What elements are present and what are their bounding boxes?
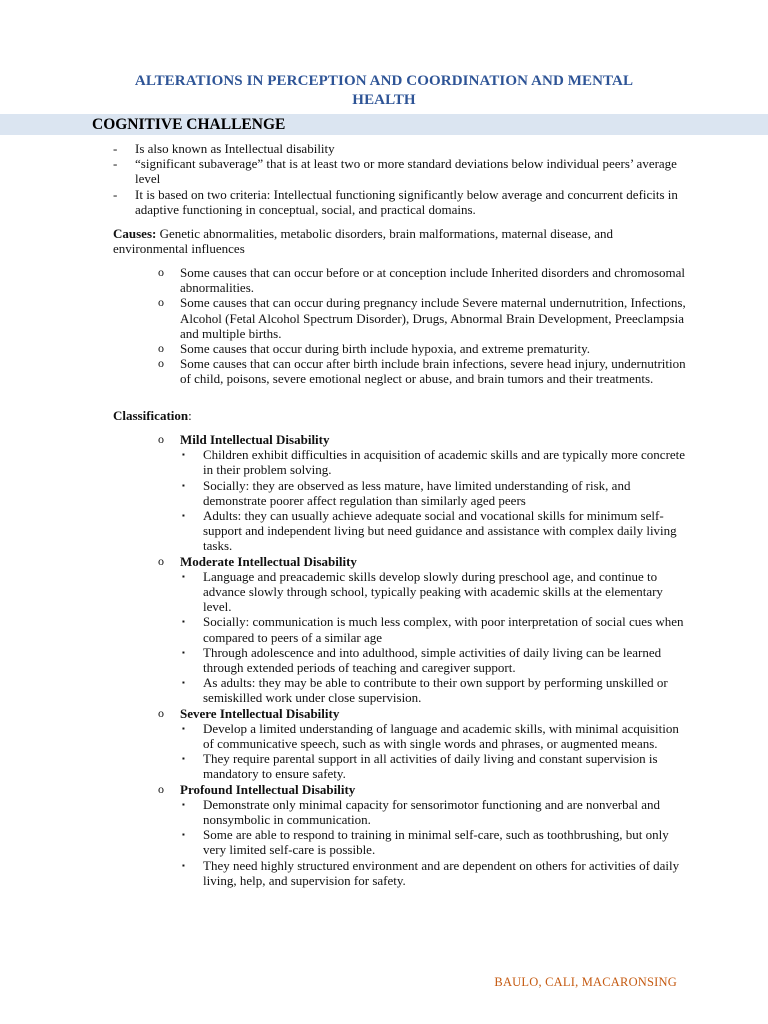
circle-marker: o (158, 781, 164, 796)
list-item: ▪ Socially: they are observed as less mature, have limited understanding of risk, and demonstrate poorer affect regulation than similarly aged peers (182, 477, 631, 508)
square-marker: ▪ (182, 678, 185, 688)
circle-marker: o (158, 553, 164, 568)
square-marker: ▪ (182, 860, 185, 870)
list-item: ▪ Adults: they can usually achieve adequate social and vocational skills for minimum self-support and independent living but need guidance and assistance with complex daily living tasks. (182, 508, 677, 554)
list-item: o Some causes that can occur before or at conception include Inherited disorders and chromosomal abnormalities. (158, 265, 686, 296)
class-name: Mild Intellectual Disability (180, 432, 330, 447)
document-title (0, 72, 768, 110)
list-item: o Some causes that can occur after birth include brain infections, severe head injury, undernutrition of child, poisons, severe emotional neglect or abuse, and brain tumors and their treatments. (158, 356, 686, 387)
classification-list (158, 432, 688, 888)
list-item: - “significant subaverage” that is at least two or more standard deviations below individual peers’ average level (113, 156, 677, 187)
list-item: ▪ Some are able to respond to training in minimal self-care, such as toothbrushing, but only very limited self-care is possible. (182, 827, 669, 858)
intro-list (113, 141, 683, 217)
circle-marker: o (158, 295, 164, 310)
square-marker: ▪ (182, 754, 185, 764)
causes-label: Causes: (113, 226, 157, 241)
classification-label: Classification (113, 408, 189, 423)
dash-marker: - (113, 156, 118, 172)
square-marker: ▪ (182, 617, 185, 627)
class-item-mild (158, 432, 688, 447)
list-item: - It is based on two criteria: Intellectual functioning significantly below average and concurrent deficits in adaptive functioning in conceptual, social, and practical domains. (113, 186, 678, 217)
title-line-2: HEALTH (352, 92, 416, 108)
class-name: Severe Intellectual Disability (180, 705, 340, 721)
list-item: - Is also known as Intellectual disability (113, 141, 335, 156)
circle-marker: o (158, 705, 164, 720)
list-item: ▪ As adults: they may be able to contribute to their own support by performing unskilled or semiskilled work under close supervision. (182, 675, 668, 706)
list-item: ▪ Language and preacademic skills develop slowly during preschool age, and continue to advance slowly through school, typically peaking with academic skills at the elementary level. (182, 568, 663, 615)
list-item: o Some causes that occur during birth include hypoxia, and extreme prematurity. (158, 341, 590, 357)
class-points (180, 721, 688, 782)
circle-marker: o (158, 432, 164, 446)
circle-marker: o (158, 356, 164, 371)
square-marker: ▪ (182, 480, 185, 490)
list-item: ▪ Demonstrate only minimal capacity for sensorimotor functioning and are nonverbal and nonsymbolic in communication. (182, 796, 661, 828)
dash-marker: - (113, 141, 118, 156)
class-item-moderate (158, 554, 688, 569)
list-item: ▪ Develop a limited understanding of language and academic skills, with minimal acquisition of communicative speech, such as with single words and phrases, or augmented means. (182, 720, 679, 752)
causes-text: Genetic abnormalities, metabolic disorders, brain malformations, maternal disease, and environmental influences (113, 226, 614, 257)
list-item: ▪ Socially: communication is much less complex, with poor interpretation of social cues when compared to peers of a similar age (182, 614, 684, 645)
class-name: Profound Intellectual Disability (180, 781, 356, 797)
square-marker: ▪ (182, 450, 185, 460)
square-marker: ▪ (182, 511, 185, 521)
causes-paragraph (113, 226, 673, 256)
list-item: ▪ Children exhibit difficulties in acquisition of academic skills and are typically more concrete in their problem solving. (182, 447, 686, 478)
list-item: o Some causes that can occur during pregnancy include Severe maternal undernutrition, Infections, Alcohol (Fetal Alcohol Spectrum Disorder), Drugs, Abnormal Brain Development, Preeclampsia and multiple births. (158, 295, 686, 341)
square-marker: ▪ (182, 647, 185, 657)
dash-marker: - (113, 186, 118, 202)
class-name: Moderate Intellectual Disability (180, 553, 357, 569)
square-marker: ▪ (182, 571, 185, 581)
class-item-severe (158, 706, 688, 721)
circle-marker: o (158, 265, 164, 279)
title-line-1: ALTERATIONS IN PERCEPTION AND COORDINATION AND MENTAL (134, 73, 634, 89)
list-item: ▪ They need highly structured environment and are dependent on others for activities of daily living, help, and supervision for safety. (182, 857, 680, 888)
list-item: ▪ Through adolescence and into adulthood, simple activities of daily living can be learned through extended periods of teaching and caregiver support. (182, 644, 662, 676)
square-marker: ▪ (182, 830, 185, 840)
footer-authors: BAULO, CALI, MACARONSING (494, 975, 677, 989)
causes-list (158, 265, 688, 387)
class-item-profound (158, 782, 688, 797)
classification-heading: Classification: (113, 408, 192, 423)
square-marker: ▪ (182, 799, 185, 809)
section-heading: COGNITIVE CHALLENGE (92, 116, 286, 133)
class-points (180, 797, 688, 888)
class-points (180, 569, 688, 706)
circle-marker: o (158, 341, 164, 356)
square-marker: ▪ (182, 723, 185, 733)
class-points (180, 447, 688, 553)
list-item: ▪ They require parental support in all activities of daily living and constant supervision is mandatory to ensure safety. (182, 751, 658, 782)
